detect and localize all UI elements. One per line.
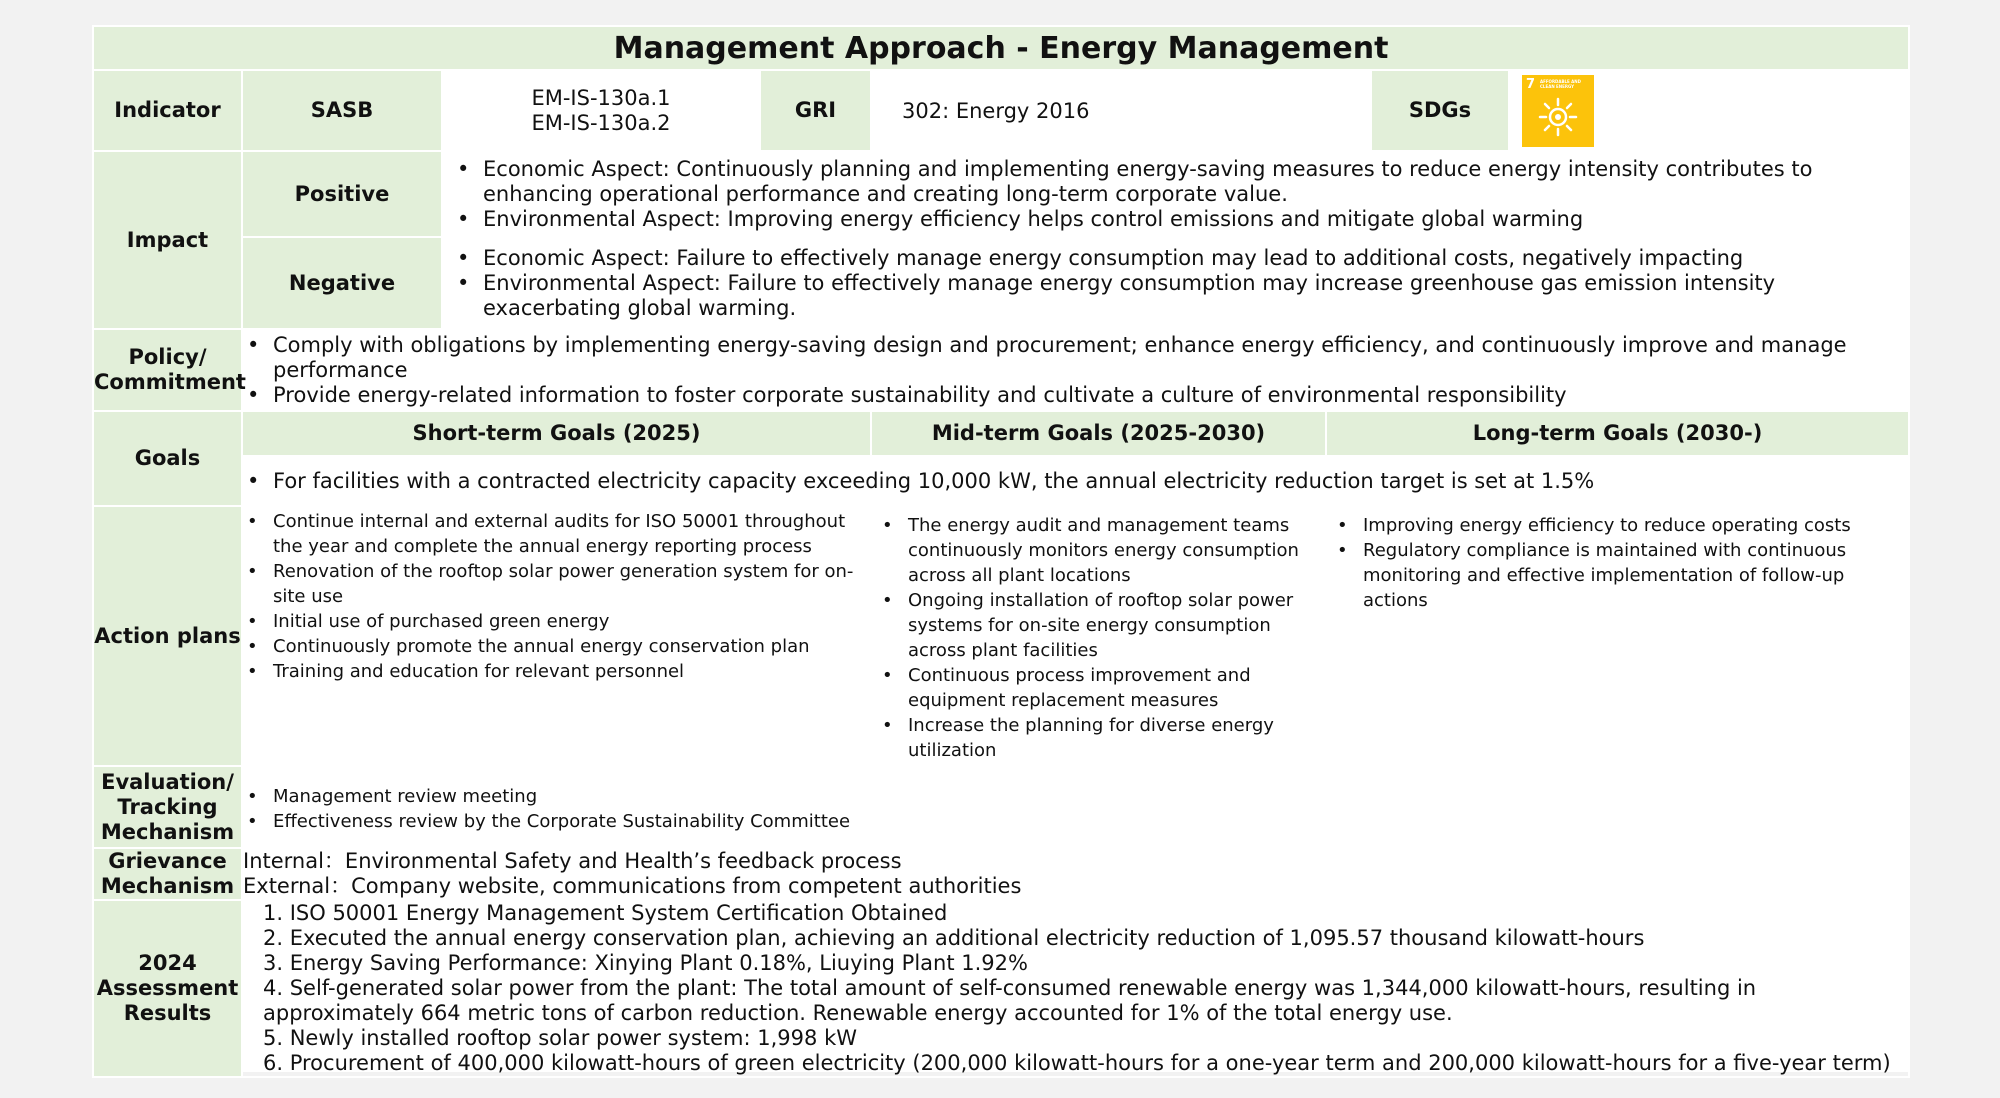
short-term-header: Short-term Goals (2025): [242, 411, 871, 456]
positive-list: [453, 157, 1888, 232]
short-term-list: [243, 509, 856, 684]
list-item: • Improving energy efficiency to reduce operating costs: [1333, 513, 1894, 538]
list-item: • Training and education for relevant personnel: [243, 659, 856, 684]
long-term-header: Long-term Goals (2030-): [1326, 411, 1909, 456]
gri-label: GRI: [760, 70, 871, 151]
results-list: [243, 901, 1908, 1076]
list-item: • Continuous process improvement and equipment replacement measures: [878, 663, 1311, 713]
list-item: • Environmental Aspect: Improving energy efficiency helps control emissions and mitigate global warming: [453, 207, 1888, 232]
list-item: • The energy audit and management teams continuously monitors energy consumption across all plant locations: [878, 513, 1311, 588]
list-item: • For facilities with a contracted electricity capacity exceeding 10,000 kW, the annual electricity reduction target is set at 1.5%: [243, 469, 1908, 494]
goals-label: Goals: [93, 411, 242, 506]
indicator-label: Indicator: [93, 70, 242, 151]
sdg-7-icon: [1522, 75, 1594, 147]
sdg-caption: AFFORDABLE AND CLEAN ENERGY: [1540, 78, 1581, 89]
short-term-actions: [242, 506, 871, 766]
sdg-number: 7: [1526, 76, 1536, 92]
list-item: • Regulatory compliance is maintained with continuous monitoring and effective implementation of follow-up actions: [1333, 538, 1894, 613]
list-item: • Effectiveness review by the Corporate Sustainability Committee: [243, 809, 1908, 834]
sasb-code: EM-IS-130a.2: [531, 110, 671, 135]
list-item: 4. Self-generated solar power from the plant: The total amount of self-consumed renewable energy was 1,344,000 kilowatt-hours, resulting in approximately 664 metric tons of carbon reduction. Renewable energy accounted for 1% of the total energy use.: [263, 976, 1757, 1025]
policy-list: [243, 333, 1888, 408]
list-item: • Environmental Aspect: Failure to effectively manage energy consumption may increase greenhouse gas emission intensity exacerbating global warming.: [453, 271, 1888, 321]
sun-icon: [1538, 97, 1578, 137]
list-item: 2. Executed the annual energy conservation plan, achieving an additional electricity reduction of 1,095.57 thousand kilowatt-hours: [263, 926, 1645, 950]
evaluation-label: Evaluation/ Tracking Mechanism: [93, 766, 242, 848]
sasb-label: SASB: [242, 70, 442, 151]
list-item: • Ongoing installation of rooftop solar power systems for on-site energy consumption across plant facilities: [878, 588, 1311, 663]
list-item: • Management review meeting: [243, 784, 1908, 809]
sasb-codes: [442, 70, 760, 151]
policy-label: Policy/ Commitment: [93, 329, 242, 411]
sdg-cell: [1509, 70, 1909, 151]
list-item: 5. Newly installed rooftop solar power system: 1,998 kW: [263, 1026, 857, 1050]
list-item: • Economic Aspect: Continuously planning and implementing energy-saving measures to reduce energy intensity contributes to enhancing operational performance and creating long-term corporate value.: [453, 157, 1888, 207]
action-plans-label: Action plans: [93, 506, 242, 766]
gri-value: 302: Energy 2016: [871, 70, 1371, 151]
policy-content: [242, 329, 1909, 411]
list-item: • Economic Aspect: Failure to effectively manage energy consumption may lead to additional costs, negatively impacting: [453, 246, 1888, 271]
positive-label: Positive: [242, 151, 442, 237]
negative-label: Negative: [242, 237, 442, 329]
grievance-internal: Internal：Environmental Safety and Health’s feedback process: [243, 849, 902, 873]
mid-term-list: [878, 513, 1311, 763]
positive-impacts: [442, 151, 1909, 237]
mid-term-header: Mid-term Goals (2025-2030): [871, 411, 1326, 456]
grievance-content: [242, 848, 1909, 900]
goals-content: [242, 456, 1909, 506]
list-item: • Renovation of the rooftop solar power generation system for on-site use: [243, 559, 856, 609]
energy-management-table: [92, 25, 1908, 1075]
mid-term-actions: [871, 506, 1326, 766]
results-content: [242, 900, 1909, 1077]
grievance-external: External：Company website, communications from competent authorities: [243, 874, 1022, 898]
list-item: 6. Procurement of 400,000 kilowatt-hours of green electricity (200,000 kilowatt-hours for a one-year term and 200,000 kilowatt-hours for a five-year term): [263, 1051, 1891, 1075]
negative-impacts: [442, 237, 1909, 329]
impact-label: Impact: [93, 151, 242, 329]
approach-table: [92, 25, 1910, 1078]
list-item: • Comply with obligations by implementing energy-saving design and procurement; enhance energy efficiency, and continuously improve and manage performance: [243, 333, 1888, 383]
grievance-label: Grievance Mechanism: [93, 848, 242, 900]
goals-list: [243, 469, 1908, 494]
results-label: 2024 Assessment Results: [93, 900, 242, 1077]
list-item: • Increase the planning for diverse energy utilization: [878, 713, 1311, 763]
list-item: • Initial use of purchased green energy: [243, 609, 856, 634]
evaluation-content: [242, 766, 1909, 848]
page-title: Management Approach - Energy Management: [93, 26, 1909, 70]
list-item: 1. ISO 50001 Energy Management System Certification Obtained: [263, 901, 948, 925]
sasb-code: EM-IS-130a.1: [531, 85, 671, 110]
list-item: • Continuously promote the annual energy conservation plan: [243, 634, 856, 659]
evaluation-list: [243, 784, 1908, 834]
long-term-actions: [1326, 506, 1909, 766]
list-item: • Provide energy-related information to foster corporate sustainability and cultivate a culture of environmental responsibility: [243, 383, 1888, 408]
list-item: 3. Energy Saving Performance: Xinying Plant 0.18%, Liuying Plant 1.92%: [263, 951, 1028, 975]
long-term-list: [1333, 513, 1894, 613]
negative-list: [453, 246, 1888, 321]
list-item: • Continue internal and external audits for ISO 50001 throughout the year and complete the annual energy reporting process: [243, 509, 856, 559]
sdgs-label: SDGs: [1371, 70, 1509, 151]
